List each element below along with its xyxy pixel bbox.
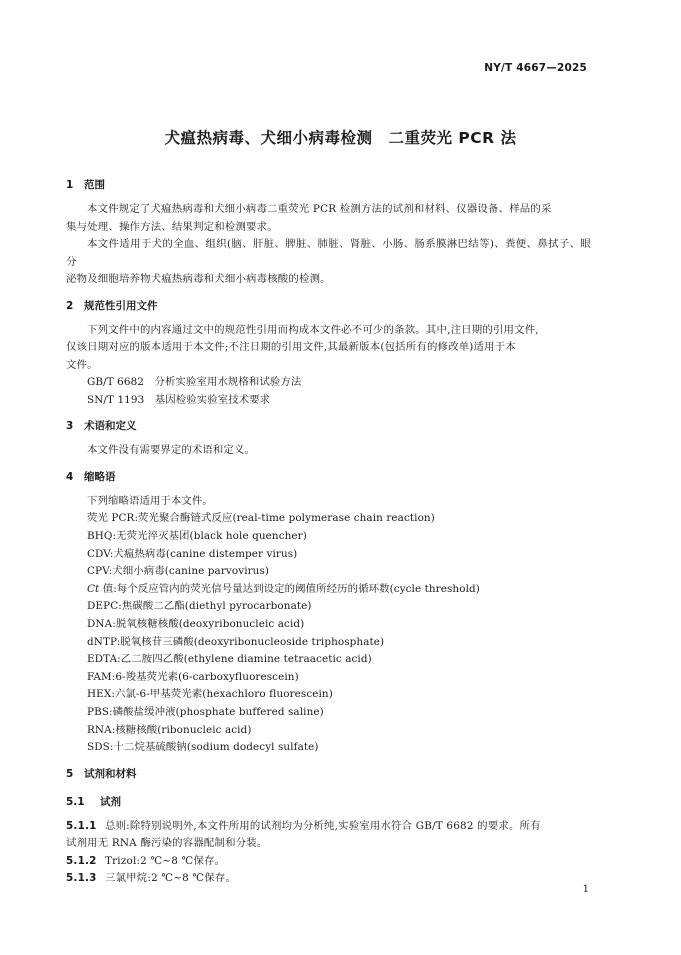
abbreviation-item: dNTP:脱氧核苷三磷酸(deoxyribonucleoside triphosphate) <box>87 635 385 648</box>
section-2-heading <box>66 298 591 315</box>
text-line: 集与处理、操作方法、结果判定和检测要求。 <box>66 220 278 233</box>
section-1-heading <box>66 177 591 194</box>
abbreviation-item-ct <box>66 581 591 599</box>
section-4-heading <box>66 469 591 486</box>
text-line: 仅该日期对应的版本适用于本文件;不注日期的引用文件,其最新版本(包括所有的修改单)适用于本 <box>66 341 516 353</box>
standard-code: NY/T 4667—2025 <box>484 62 587 74</box>
abbreviation-item: DEPC:焦碳酸二乙酯(diethyl pyrocarbonate) <box>87 600 312 613</box>
section-number: 3 <box>66 420 74 433</box>
subsection-number: 5.1 <box>66 795 85 808</box>
text-line: 文件。 <box>66 358 98 371</box>
scope-paragraph-1 <box>66 201 591 236</box>
clause-text: Trizol:2 ℃~8 ℃保存。 <box>105 854 226 867</box>
section-title: 规范性引用文件 <box>84 299 158 312</box>
section-title: 缩略语 <box>84 470 116 483</box>
abbreviation-item: CPV:犬细小病毒(canine parvovirus) <box>87 565 270 578</box>
document-body <box>66 177 591 888</box>
terms-paragraph: 本文件没有需要界定的术语和定义。 <box>87 444 255 457</box>
subsection-5-1-heading <box>66 794 591 811</box>
section-number: 2 <box>66 299 74 312</box>
text-line: 泌物及细胞培养物犬瘟热病毒和犬细小病毒核酸的检测。 <box>66 273 331 285</box>
clause-number: 5.1.1 <box>66 819 97 832</box>
reference-item: GB/T 6682 分析实验室用水规格和试验方法 <box>87 376 302 388</box>
clause-5-1-3 <box>66 870 591 888</box>
section-5-heading <box>66 766 591 783</box>
section-title: 试剂和材料 <box>84 767 137 780</box>
section-number: 4 <box>66 470 74 483</box>
section-number: 1 <box>66 179 74 191</box>
section-3-heading <box>66 418 591 435</box>
ct-definition: 值:每个反应管内的荧光信号量达到设定的阈值所经历的循环数(cycle threshold) <box>99 582 480 595</box>
subsection-title: 试剂 <box>100 795 121 808</box>
section-title: 范围 <box>84 179 105 191</box>
clause-5-1-1 <box>66 818 591 853</box>
text-line: 本文件规定了犬瘟热病毒和犬细小病毒二重荧光 PCR 检测方法的试剂和材料、仪器设备、样品的采 <box>87 203 552 215</box>
abbreviation-item: PBS:磷酸盐缓冲液(phosphate buffered saline) <box>87 705 324 718</box>
abbreviation-item: BHQ:无荧光淬灭基团(black hole quencher) <box>87 529 307 542</box>
section-title: 术语和定义 <box>84 420 137 433</box>
abbreviation-item: 荧光 PCR:荧光聚合酶链式反应(real-time polymerase chain reaction) <box>87 512 435 525</box>
abbreviation-item: SDS:十二烷基硫酸钠(sodium dodecyl sulfate) <box>87 741 319 754</box>
normative-references-paragraph <box>66 322 591 375</box>
scope-paragraph-2 <box>66 236 591 289</box>
clause-text: 总则:除特别说明外,本文件所用的试剂均为分析纯,实验室用水符合 GB/T 6682 的要求。所有 <box>105 819 541 832</box>
clause-number: 5.1.3 <box>66 872 97 885</box>
reference-item: SN/T 1193 基因检验实验室技术要求 <box>87 393 271 406</box>
abbreviation-item: CDV:犬瘟热病毒(canine distemper virus) <box>87 547 298 560</box>
abbreviation-item: FAM:6-羧基荧光素(6-carboxyfluorescein) <box>87 670 299 683</box>
page-number: 1 <box>582 884 589 895</box>
clause-text-continued: 试剂用无 RNA 酶污染的容器配制和分装。 <box>66 837 268 850</box>
text-line: 本文件适用于犬的全血、组织(脑、肝脏、脾脏、肺脏、肾脏、小肠、肠系膜淋巴结等)、粪便、鼻拭子、眼分 <box>66 238 591 268</box>
document-title: 犬瘟热病毒、犬细小病毒检测 二重荧光 PCR 法 <box>164 129 517 147</box>
abbreviation-item: HEX:六氯-6-甲基荧光素(hexachloro fluorescein) <box>87 688 333 701</box>
abbreviations-intro: 下列缩略语适用于本文件。 <box>87 494 213 507</box>
abbreviation-item: DNA:脱氧核糖核酸(deoxyribonucleic acid) <box>87 617 305 630</box>
clause-number: 5.1.2 <box>66 854 97 867</box>
ct-symbol: Ct <box>87 582 100 595</box>
clause-text: 三氯甲烷:2 ℃~8 ℃保存。 <box>105 872 237 885</box>
text-line: 下列文件中的内容通过文中的规范性引用而构成本文件必不可少的条款。其中,注日期的引用文件, <box>87 323 539 336</box>
abbreviation-item: RNA:核糖核酸(ribonucleic acid) <box>87 723 252 736</box>
section-number: 5 <box>66 767 74 780</box>
abbreviation-item: EDTA:乙二胺四乙酸(ethylene diamine tetraacetic acid) <box>87 653 372 666</box>
clause-5-1-2 <box>66 853 591 871</box>
